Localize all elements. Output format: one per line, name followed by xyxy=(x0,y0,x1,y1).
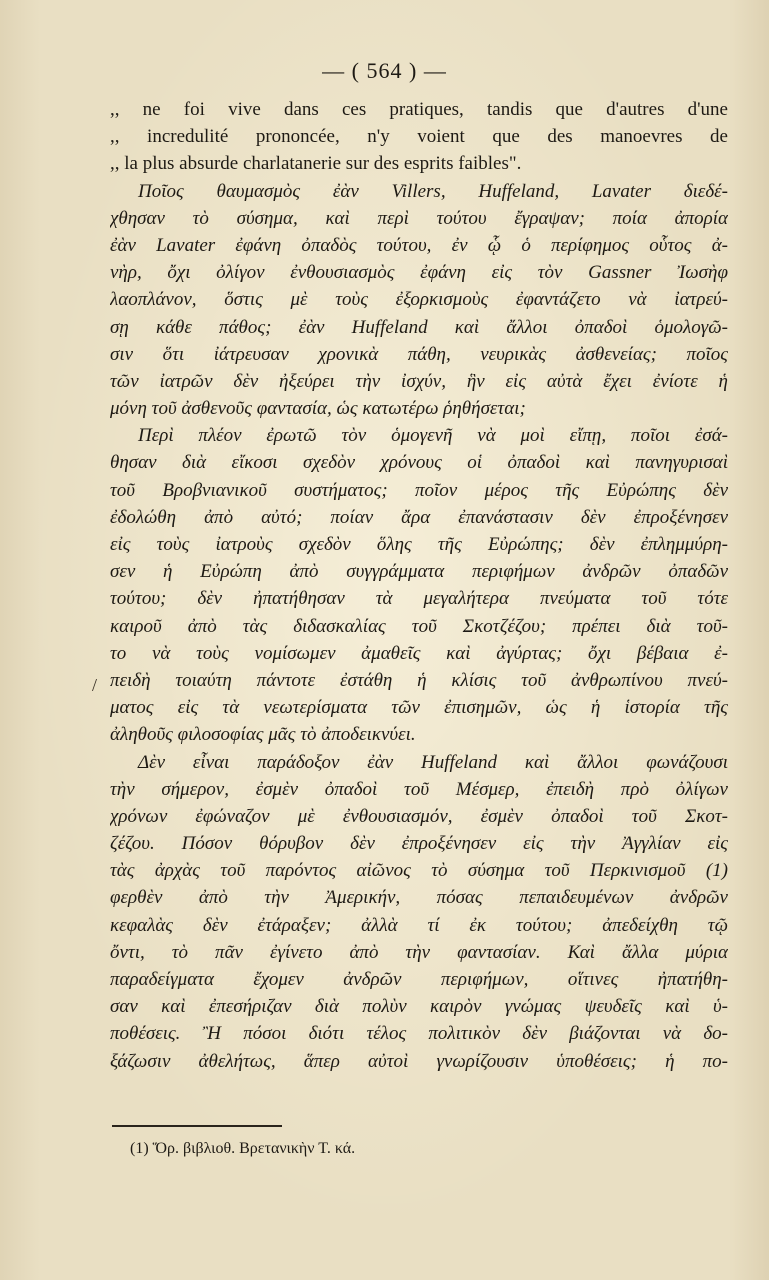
text-line: το νὰ τοὺς νομίσωμεν ἀμαθεῖς καὶ ἀγύρτας; ὄχι βέβαια ἐ- xyxy=(110,642,728,664)
text-line: τούτου; δὲν ἠπατήθησαν τὰ μεγαλήτερα πνεύματα τοῦ τότε xyxy=(110,588,728,610)
text-line: πειδὴ τοιαύτη πάντοτε ἐστάθη ἡ κλίσις τοῦ ἀνθρωπίνου πνεύ- xyxy=(110,669,728,691)
text-line: σεν ἡ Εὐρώπη ἀπὸ συγγράμματα περιφήμων ἀνδρῶν ὀπαδῶν xyxy=(110,561,728,583)
text-line: τῶν ἰατρῶν δὲν ἠξεύρει τὴν ἰσχύν, ἣν εἰς αὐτὰ ἔχει ἐνίοτε ἡ xyxy=(110,370,728,392)
text-line: κεφαλὰς δὲν ἐτάραξεν; ἀλλὰ τί ἐκ τούτου; ἀπεδείχθη τῷ xyxy=(110,914,728,936)
text-line: ,, la plus absurde charlatanerie sur des esprits faibles". xyxy=(110,153,522,175)
margin-mark: / xyxy=(92,675,98,695)
footnote-rule xyxy=(112,1125,282,1127)
text-line: τὴν σήμερον, ἐσμὲν ὀπαδοὶ τοῦ Μέσμερ, ἐπειδὴ πρὸ ὀλίγων xyxy=(110,778,728,800)
body-text xyxy=(110,96,728,1075)
page-number: — ( 564 ) — xyxy=(322,58,447,83)
footnote: (1) Ὅρ. βιβλιοθ. Βρετανικὴν Τ. κά. xyxy=(130,1140,356,1157)
text-line: ποθέσεις. Ἢ πόσοι διότι τέλος πολιτικὸν δὲν βιάζονται νὰ δο- xyxy=(110,1023,728,1045)
text-line: ἐὰν Lavater ἐφάνη ὀπαδὸς τούτου, ἐν ᾧ ὁ περίφημος οὗτος ἀ- xyxy=(110,234,728,256)
text-line: μόνη τοῦ ἀσθενοῦς φαντασία, ὡς κατωτέρω ῥηθήσεται; xyxy=(110,398,526,420)
text-line: σιν ὅτι ἰάτρευσαν χρονικὰ πάθη, νευρικὰς ἀσθενείας; ποῖος xyxy=(110,343,728,365)
text-line: ἀληθοῦς φιλοσοφίας μᾶς τὸ ἀποδεικνύει. xyxy=(110,724,416,746)
text-line: λαοπλάνον, ὅστις μὲ τοὺς ἐξορκισμοὺς ἐφαντάζετο νὰ ἰατρεύ- xyxy=(110,289,728,311)
text-line: θησαν διὰ εἴκοσι σχεδὸν χρόνους οἱ ὀπαδοὶ καὶ πανηγυρισαὶ xyxy=(110,452,728,474)
text-line: ματος εἰς τὰ νεωτερίσματα τῶν ἐπισημῶν, ὡς ἡ ἱστορία τῆς xyxy=(110,697,728,719)
text-line: νὴρ, ὄχι ὀλίγον ἐνθουσιασμὸς ἐφάνη εἰς τὸν Gassner Ἰωσὴφ xyxy=(110,262,728,284)
text-line: χρόνων ἐφώναζον μὲ ἐνθουσιασμόν, ἐσμὲν ὀπαδοὶ τοῦ Σκοτ- xyxy=(110,805,728,827)
text-line: ,, ne foi vive dans ces pratiques, tandis que d'autres d'une xyxy=(110,99,728,120)
text-line: τοῦ Βροβνιανικοῦ συστήματος; ποῖον μέρος τῆς Εὐρώπης δὲν xyxy=(110,479,728,501)
text-line: τὰς ἀρχὰς τοῦ παρόντος αἰῶνος τὸ σύσημα τοῦ Περκινισμοῦ (1) xyxy=(110,860,728,882)
text-line: σῃ κάθε πάθος; ἐὰν Huffeland καὶ ἄλλοι ὀπαδοὶ ὁμολογῶ- xyxy=(110,316,728,338)
text-line: ὄντι, τὸ πᾶν ἐγίνετο ἀπὸ τὴν φαντασίαν. Καὶ ἄλλα μύρια xyxy=(110,941,728,963)
text-line: εἰς τοὺς ἰατροὺς σχεδὸν ὅλης τῆς Εὐρώπης; δὲν ἐπλημμύρη- xyxy=(110,534,728,555)
text-line: χθησαν τὸ σύσημα, καὶ περὶ τούτου ἔγραψαν; ποία ἀπορία xyxy=(110,207,728,229)
text-line: φερθὲν ἀπὸ τὴν Ἀμερικήν, πόσας πεπαιδευμένων ἀνδρῶν xyxy=(110,887,728,909)
paragraph-start-line: Περὶ πλέον ἐρωτῶ τὸν ὁμογενῆ νὰ μοὶ εἴπῃ, ποῖοι ἐσά- xyxy=(138,425,728,447)
text-line: καιροῦ ἀπὸ τὰς διδασκαλίας τοῦ Σκοτζέζου; πρέπει διὰ τοῦ- xyxy=(110,615,728,637)
text-line: ,, incredulité prononcée, n'y voient que des manoevres de xyxy=(110,126,728,148)
text-line: σαν καὶ ἐπεσήριζαν διὰ πολὺν καιρὸν γνώμας ψευδεῖς καὶ ὑ- xyxy=(110,996,728,1018)
text-line: παραδείγματα ἔχομεν ἀνδρῶν περιφήμων, οἵτινες ἠπατήθη- xyxy=(110,969,728,990)
text-line: ζέζου. Πόσον θόρυβον δὲν ἐπροξένησεν εἰς τὴν Ἀγγλίαν εἰς xyxy=(110,833,728,855)
text-line: ξάζωσιν ἀθελήτως, ἅπερ αὐτοὶ γνωρίζουσιν ὑποθέσεις; ἡ πο- xyxy=(110,1050,728,1072)
text-line: ἐδολώθη ἀπὸ αὐτό; ποίαν ἄρα ἐπανάστασιν δὲν ἐπροξένησεν xyxy=(110,506,728,528)
paragraph-start-line: Ποῖος θαυμασμὸς ἐὰν Villers, Huffeland, Lavater διεδέ- xyxy=(138,180,728,202)
paragraph-start-line: Δὲν εἶναι παράδοξον ἐὰν Huffeland καὶ ἄλλοι φωνάζουσι xyxy=(138,751,728,773)
